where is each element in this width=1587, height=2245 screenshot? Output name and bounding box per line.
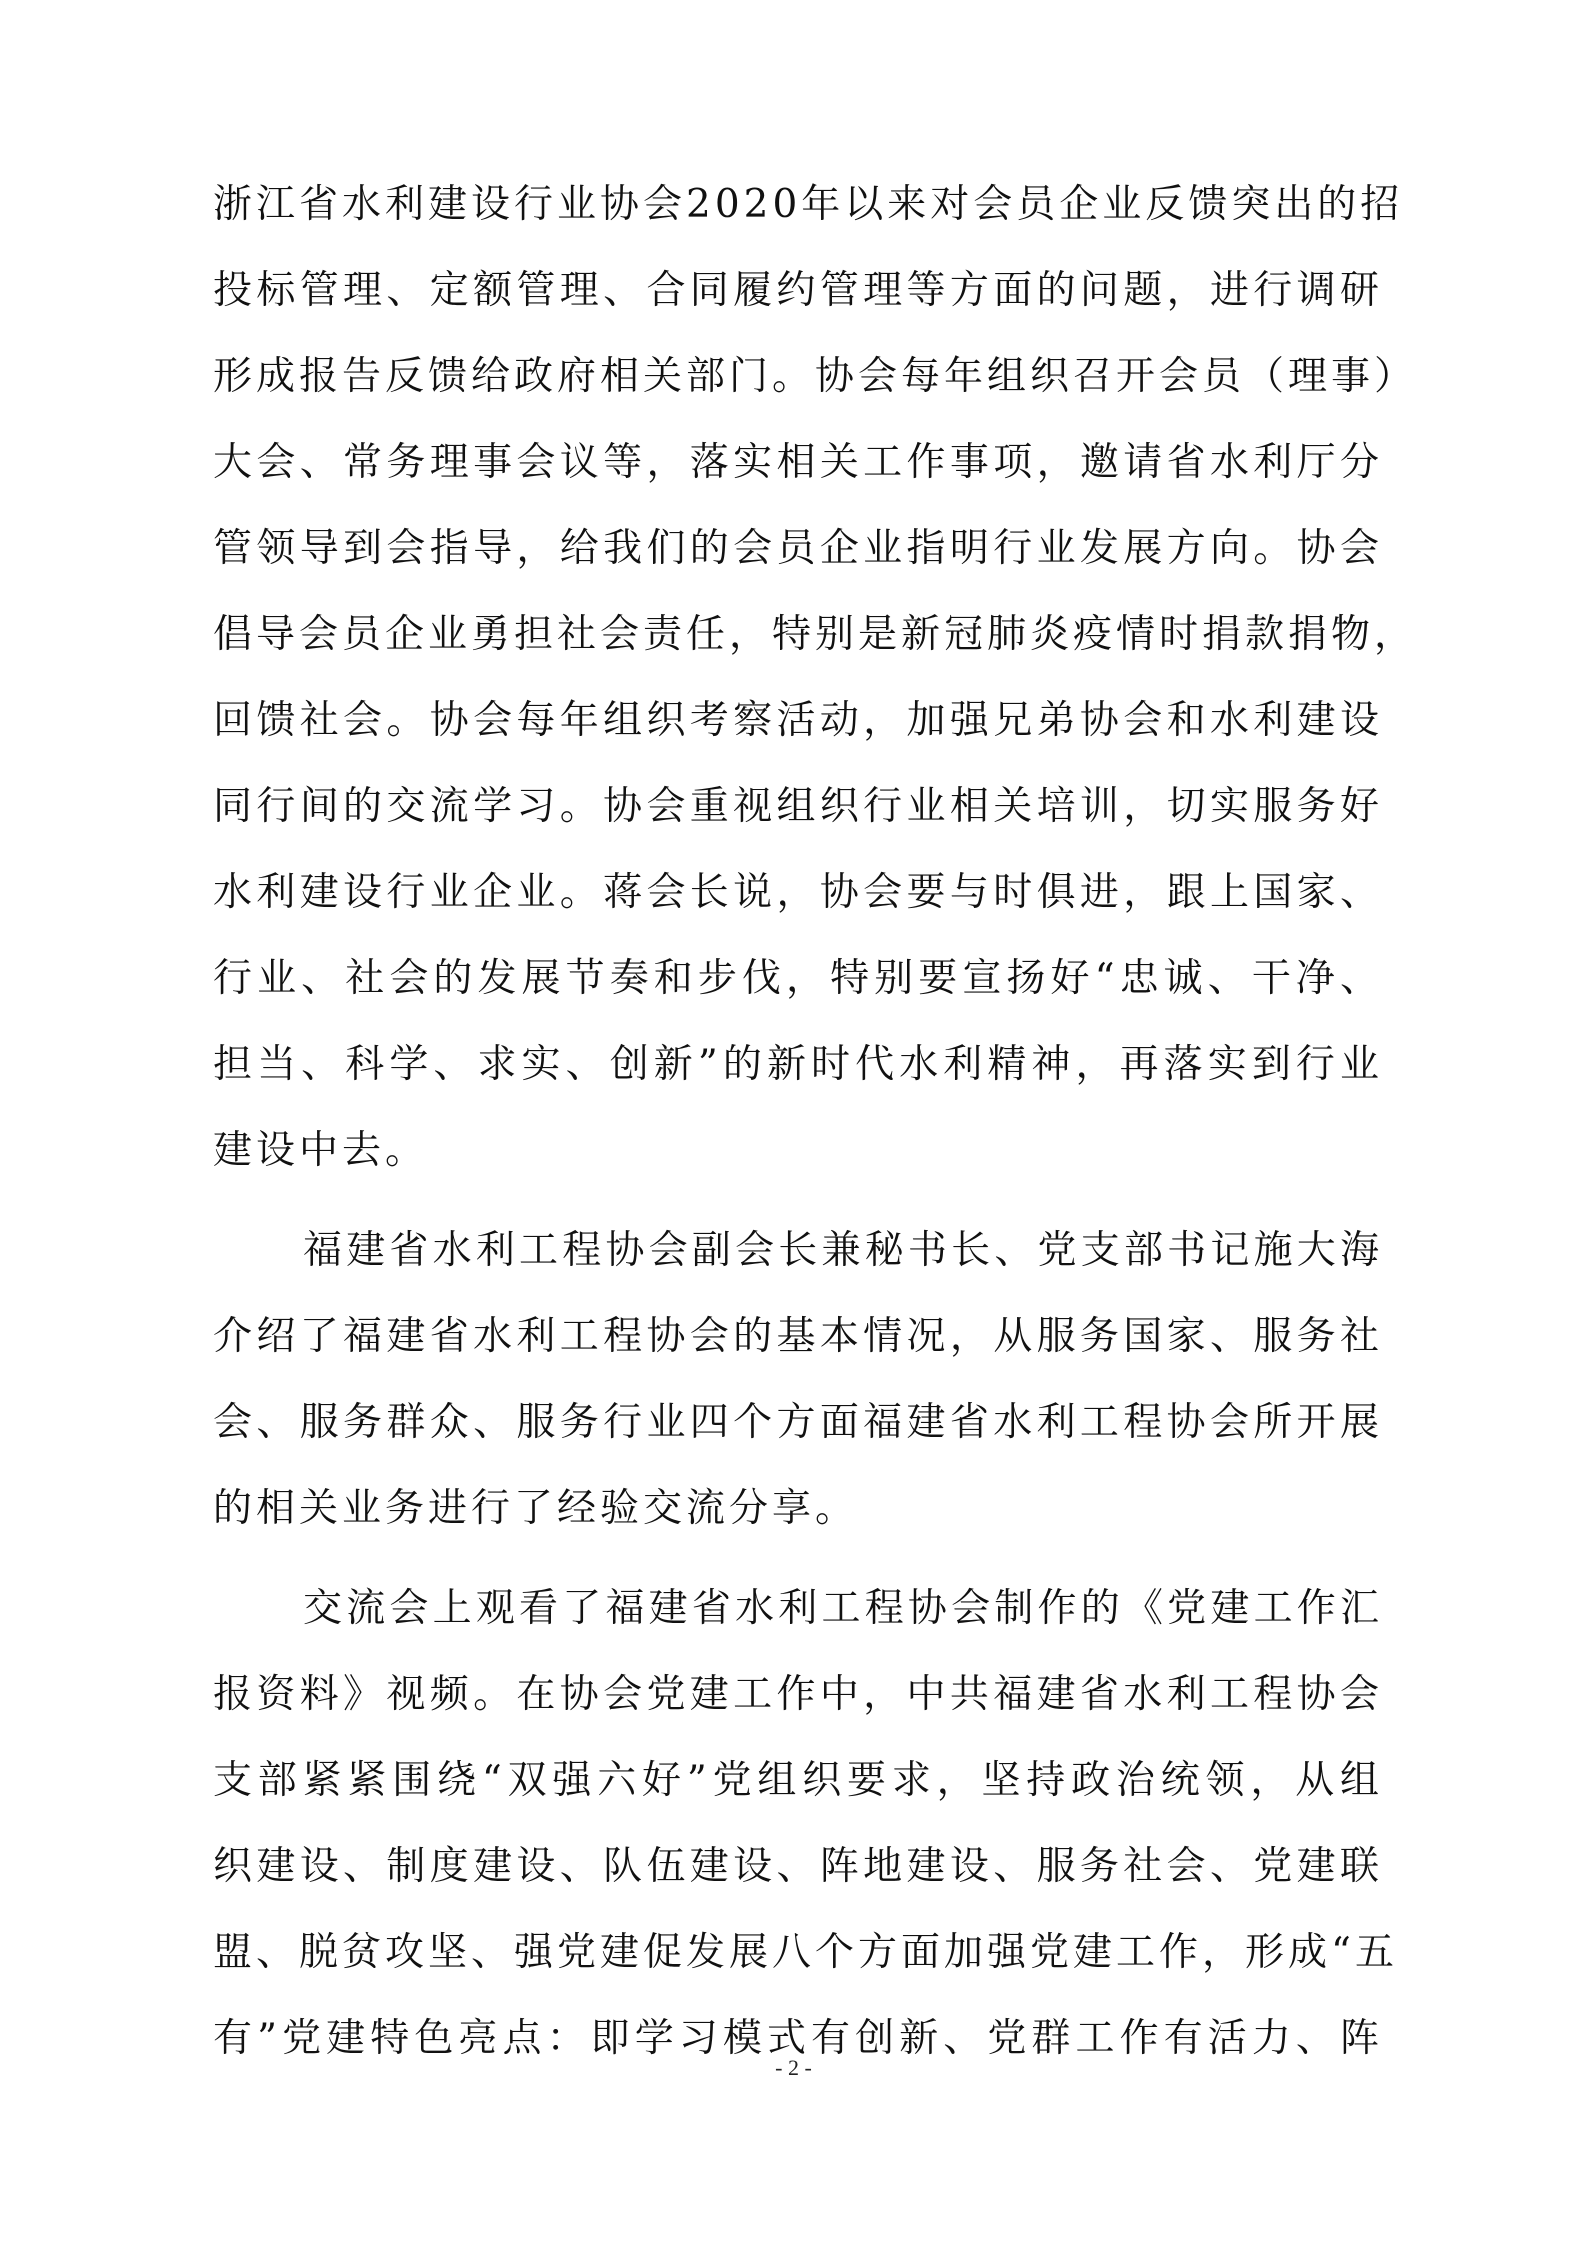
text-line: 盟、脱贫攻坚、强党建促发展八个方面加强党建工作，形成“五 [213, 1930, 1398, 1975]
text-line: 支部紧紧围绕“双强六好”党组织要求，坚持政治统领，从组 [213, 1758, 1383, 1803]
text-line: 形成报告反馈给政府相关部门。协会每年组织召开会员（理事） [213, 354, 1418, 399]
text-line: 会、服务群众、服务行业四个方面福建省水利工程协会所开展 [213, 1400, 1383, 1445]
text-line: 福建省水利工程协会副会长兼秘书长、党支部书记施大海 [303, 1228, 1383, 1273]
text-line: 担当、科学、求实、创新”的新时代水利精神，再落实到行业 [213, 1042, 1383, 1087]
text-line: 水利建设行业企业。蒋会长说，协会要与时俱进，跟上国家、 [213, 870, 1383, 915]
paragraph-gap [213, 1194, 1383, 1208]
text-line: 交流会上观看了福建省水利工程协会制作的《党建工作汇 [303, 1586, 1383, 1631]
paragraph-3 [213, 1566, 1398, 2082]
paragraph-2 [213, 1208, 1383, 1552]
text-line: 管领导到会指导，给我们的会员企业指明行业发展方向。协会 [213, 526, 1383, 571]
text-line: 浙江省水利建设行业协会2020年以来对会员企业反馈突出的招 [213, 182, 1404, 227]
text-line: 回馈社会。协会每年组织考察活动，加强兄弟协会和水利建设 [213, 698, 1383, 743]
text-line: 的相关业务进行了经验交流分享。 [213, 1486, 859, 1531]
text-line: 报资料》视频。在协会党建工作中，中共福建省水利工程协会 [213, 1672, 1383, 1717]
paragraph-gap [213, 1552, 1383, 1566]
text-line: 建设中去。 [213, 1128, 429, 1173]
text-line: 倡导会员企业勇担社会责任，特别是新冠肺炎疫情时捐款捐物， [213, 612, 1418, 657]
body-text [213, 162, 1418, 2082]
text-line: 行业、社会的发展节奏和步伐，特别要宣扬好“忠诚、干净、 [213, 956, 1383, 1001]
text-line: 同行间的交流学习。协会重视组织行业相关培训，切实服务好 [213, 784, 1383, 829]
page-number: - 2 - [775, 2055, 812, 2080]
text-line: 介绍了福建省水利工程协会的基本情况，从服务国家、服务社 [213, 1314, 1383, 1359]
text-line: 大会、常务理事会议等，落实相关工作事项，邀请省水利厅分 [213, 440, 1383, 485]
text-line: 织建设、制度建设、队伍建设、阵地建设、服务社会、党建联 [213, 1844, 1383, 1889]
text-line: 有”党建特色亮点：即学习模式有创新、党群工作有活力、阵 [213, 2016, 1383, 2061]
paragraph-1 [213, 162, 1418, 1194]
text-line: 投标管理、定额管理、合同履约管理等方面的问题，进行调研 [213, 268, 1383, 313]
